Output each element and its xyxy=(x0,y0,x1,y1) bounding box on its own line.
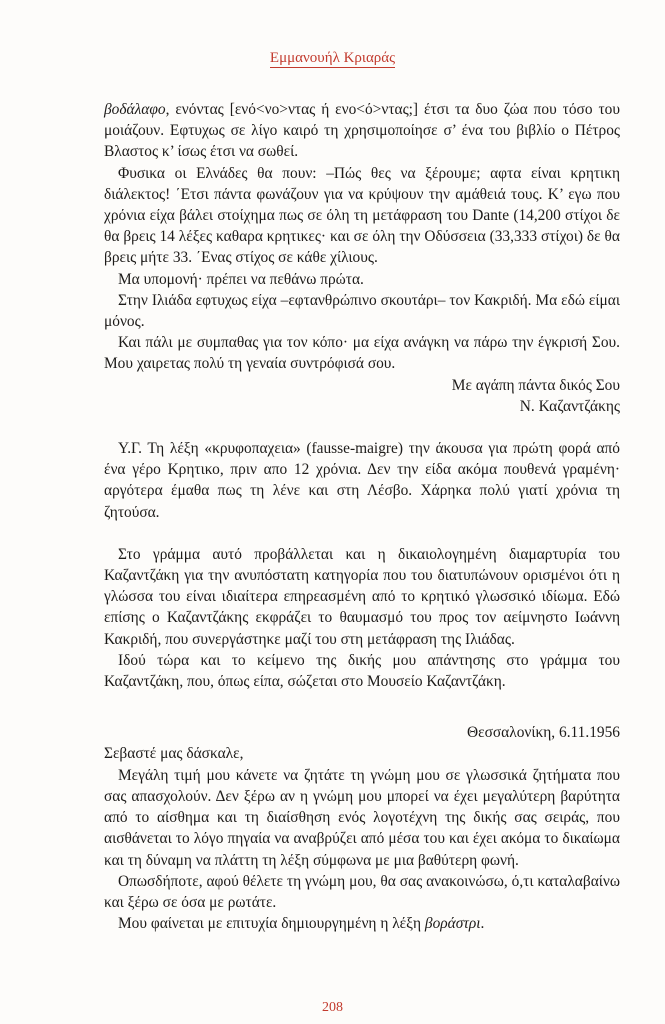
letter2-salutation: Σεβαστέ μας δάσκαλε, xyxy=(104,745,244,763)
word-vorastri: βοράστρι xyxy=(424,915,481,933)
letter2-paragraph-3-text: Μου φαίνεται με επιτυχία δημιουργημένη η λέξη xyxy=(118,915,425,933)
letter2-paragraph-2: Οπωσδήποτε, αφού θέλετε τη γνώμη μου, θα σας ανακοινώσω, ό,τι καταλαβαίνω και ξέρω σε όσα με ρωτάτε. xyxy=(104,872,620,911)
letter2-paragraph-1: Μεγάλη τιμή μου κάνετε να ζητάτε τη γνώμη μου σε γλωσσικά ζητήματα που σας απασχολούν. Δεν ξέρω αν η γνώμη μου μπορεί να έχει μεγαλύτερη βαρύτητα από το αίσθημα και τη διαίσθηση ενός λογοτέχνη της δικής σας σειράς, που αισθάνεται το λόγο πηγαία να αναβρύζει από μέσα του και έχει ακόμα το δικαίωμα και τη δύναμη να πλάττη τη λέξη σύμφωνα με μια βαθύτερη φωνή. xyxy=(104,766,620,869)
letter2-place-date: Θεσσαλονίκη, 6.11.1956 xyxy=(467,724,620,742)
letter1-paragraph-4: Στην Ιλιάδα εφτυχως είχα –εφτανθρώπινο σκουτάρι– τον Κακριδή. Μα εδώ είμαι μόνος. xyxy=(104,291,620,331)
page-number: 208 xyxy=(322,1000,343,1015)
letter2-paragraph-3-end: . xyxy=(480,915,485,933)
running-header xyxy=(0,50,665,67)
spacer xyxy=(104,417,620,438)
letter2-paragraph-3 xyxy=(104,913,620,934)
letter1-paragraph-1-text: , ενόντας [ενό<νο>ντας ή ενο<ό>ντας;] έτσι τα δυο ζώα που τόσο του μοιάζουν. Εφτυχως σε λίγο καιρό τη χρησιμοποίησε σ’ ένα του βιβλίο ο Πέτρος Βλαστος κ’ ίσως έτσι να σωθεί. xyxy=(104,101,620,161)
header-author: Εμμανουήλ Κριαράς xyxy=(269,50,396,66)
letter1-paragraph-3: Μα υπομονή· πρέπει να πεθάνω πρώτα. xyxy=(118,270,364,288)
letter1-paragraph-5: Και πάλι με συμπαθας για τον κόπο· μα είχα ανάγκη να πάρω την έγκρισή Σου. Μου χαιρετας πολύ τη γεναία συντρόφισά σου. xyxy=(104,334,620,373)
postscript: Υ.Γ. Τη λέξη «κρυφοπαχεια» (fausse-maigre) την άκουσα για πρώτη φορά από ένα γέρο Κρητικο, πριν απο 12 χρόνια. Δεν την είδα ακόμα πουθενά γραμένη· αργότερα έμαθα πως τη λένε και στη Λέσβο. Χάρηκα πολύ γιατί χρόνια τη ζητούσα. xyxy=(104,440,620,521)
spacer xyxy=(104,523,620,544)
letter1-closing: Με αγάπη πάντα δικός Σου xyxy=(451,376,620,394)
letter1-paragraph-2: Φυσικα οι Ελνάδες θα πουν: –Πώς θες να ξέρουμε; αφτα είναι κρητικη διάλεκτος! ΄Ετσι πάντα φωνάζουν για να κρύψουν την αμάθειά τους. Κ’ εγω που χρόνια είχα βάλει στοίχημα πως σε όλη τη μετάφραση του Dante (14,200 στίχοι δε θα βρεις 14 λέξες καθαρα κρητικες· και σε όλη την Οδύσσεια (33,333 στίχοι) δε θα βρεις μήτε 33. ΄Ενας στίχος σε κάθε χίλιους. xyxy=(104,164,620,267)
letter1-paragraph-1 xyxy=(104,99,620,163)
word-vodalafo: βοδάλαφο xyxy=(104,101,166,118)
spacer xyxy=(104,692,620,722)
commentary-paragraph-2: Ιδού τώρα και το κείμενο της δικής μου απάντησης στο γράμμα του Καζαντζάκη, που, όπως είπα, σώζεται στο Μουσείο Καζαντζάκη. xyxy=(104,651,620,691)
page-body xyxy=(104,99,620,934)
letter1-signature: Ν. Καζαντζάκης xyxy=(519,397,620,415)
commentary-paragraph-1: Στο γράμμα αυτό προβάλλεται και η δικαιολογημένη διαμαρτυρία του Καζαντζάκη για την ανυπόστατη κατηγορία που του διατυπώνουν ορισμένοι ότι η γλώσσα του είναι ιδιαίτερα επηρεασμένη από το κρητικό γλωσσικό ιδίωμα. Εδώ επίσης ο Καζαντζάκης εκφράζει το θαυμασμό του προς τον αείμνηστο Ιωάννη Κακριδή, που συνεργάστηκε μαζί του στη μετάφραση της Ιλιάδας. xyxy=(104,545,620,648)
